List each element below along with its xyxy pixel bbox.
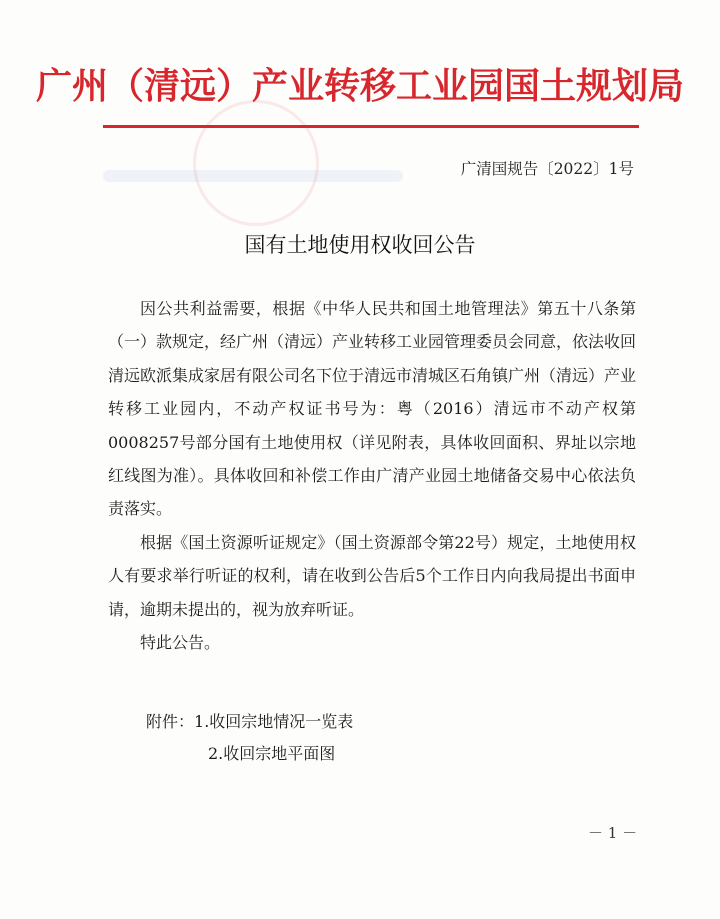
issuing-authority-header: 广州（清远）产业转移工业园国土规划局 [35, 66, 684, 107]
attachment-row [146, 706, 353, 738]
body-paragraph: 特此公告。 [140, 633, 221, 653]
attachment-indent [146, 738, 208, 770]
notice-body [108, 292, 636, 659]
document-number: 广清国规告〔2022〕1号 [460, 160, 634, 178]
notice-title: 国有土地使用权收回公告 [244, 233, 476, 257]
faded-seal-stamp [193, 100, 319, 226]
attachments-list [146, 706, 353, 770]
attachments-label: 附件： [146, 712, 195, 731]
faded-bleedthrough-text [103, 170, 403, 182]
body-paragraph: 因公共利益需要，根据《中华人民共和国土地管理法》第五十八条第（一）款规定，经广州（清远）产业转移工业园管理委员会同意，依法收回清远欧派集成家居有限公司名下位于清远市清城区石角镇广州（清远）产业转移工业园内，不动产权证书号为：粤（2016）清远市不动产权第0008257号部分国有土地使用权（详见附表，具体收回面积、界址以宗地红线图为准）。具体收回和补偿工作由广清产业园土地储备交易中心依法负责落实。 [108, 299, 637, 519]
body-paragraph: 根据《国土资源听证规定》（国土资源部令第22号）规定，土地使用权人有要求举行听证的权利，请在收到公告后5个工作日内向我局提出书面申请，逾期未提出的，视为放弃听证。 [108, 532, 636, 619]
red-header-rule [103, 125, 639, 128]
attachment-row [146, 738, 353, 770]
attachment-item: 2.收回宗地平面图 [208, 744, 336, 763]
attachment-item: 1.收回宗地情况一览表 [194, 712, 354, 731]
page-number: － 1 － [588, 824, 638, 842]
